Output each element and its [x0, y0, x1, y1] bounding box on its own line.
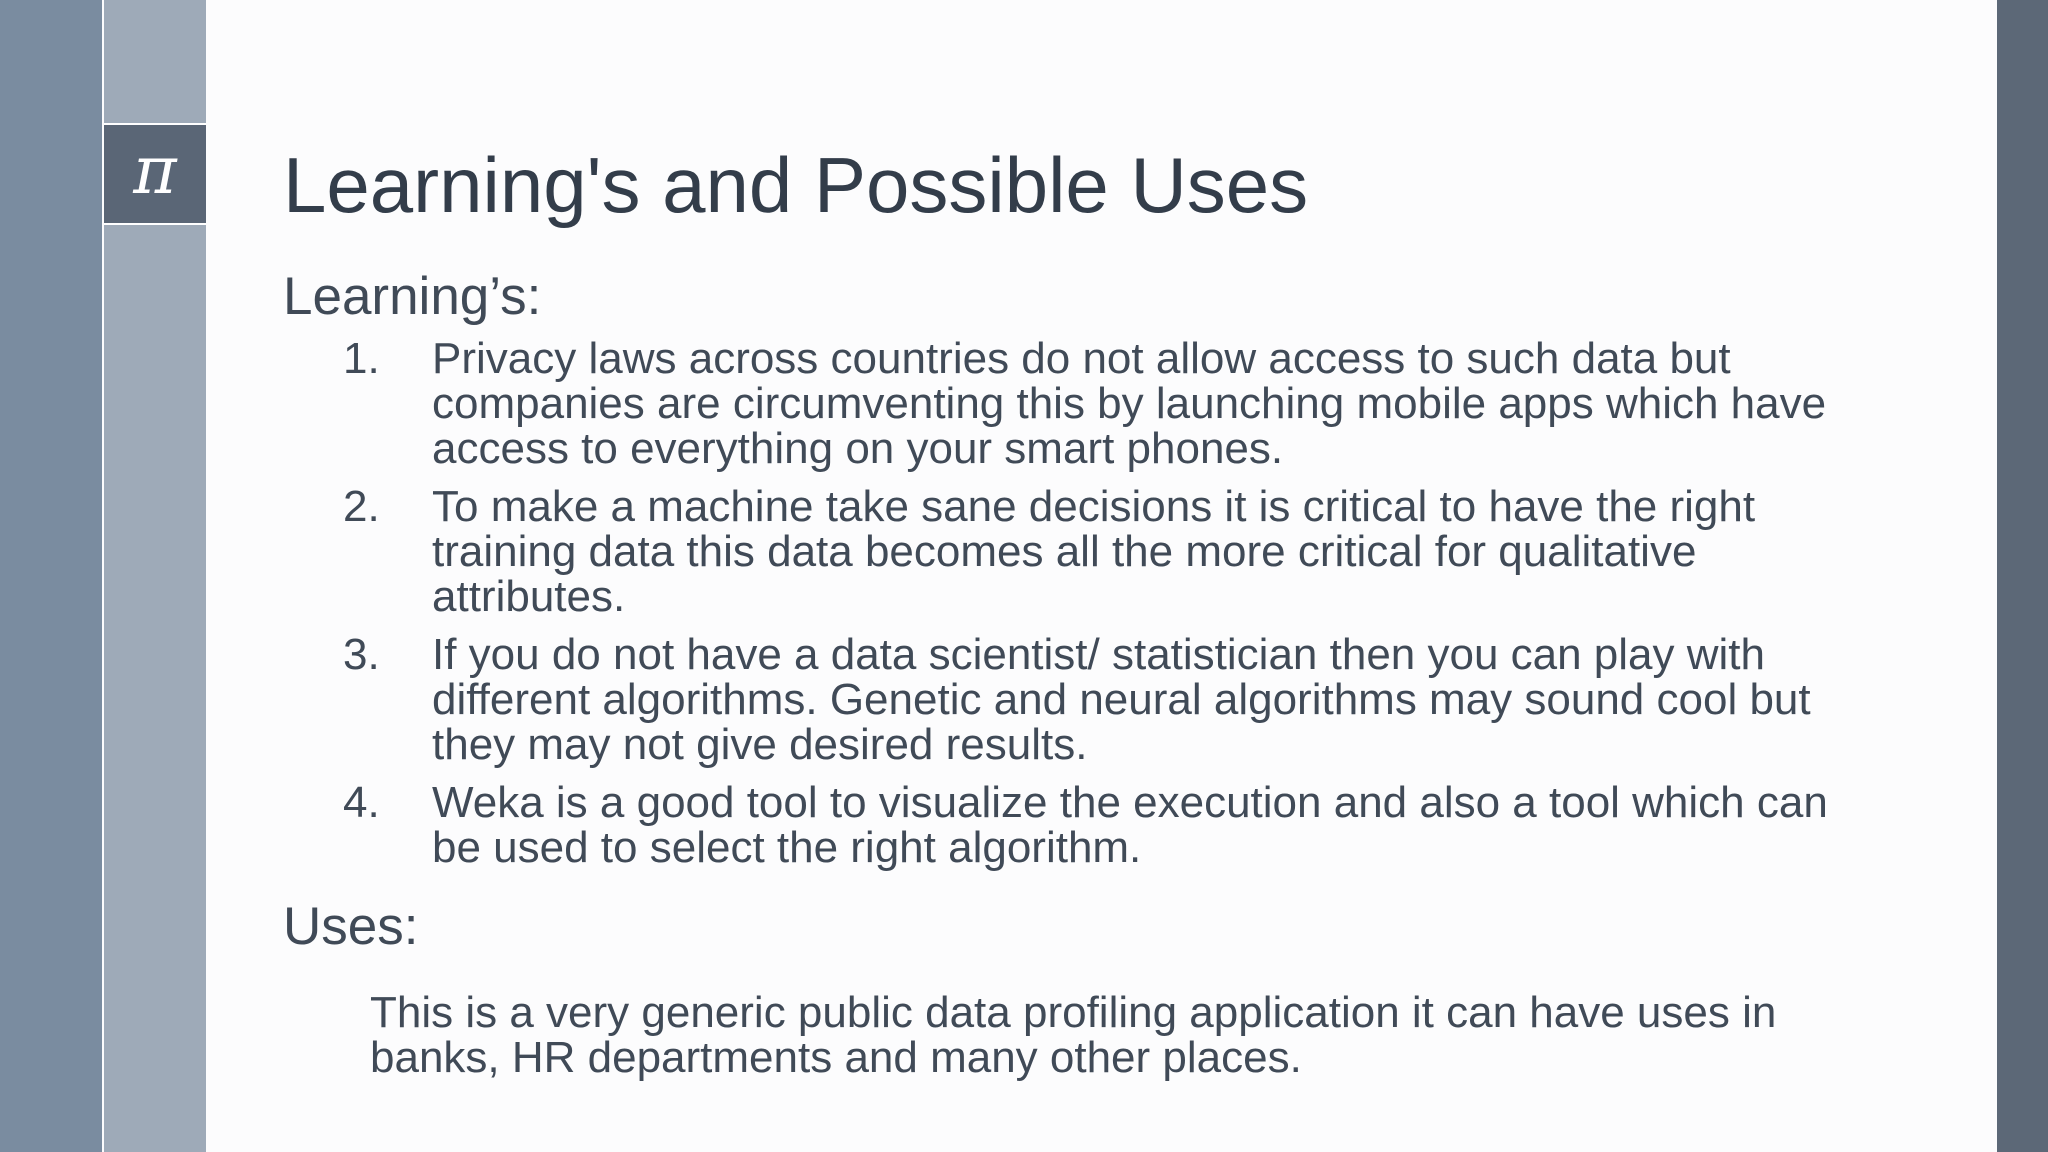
list-item-number: 3.: [343, 630, 380, 679]
list-item: [343, 484, 1863, 619]
learnings-heading: Learning’s:: [283, 267, 542, 326]
pi-badge: [104, 123, 206, 225]
left-outer-bar: [0, 0, 102, 1152]
list-item: [343, 632, 1863, 767]
list-item-number: 2.: [343, 482, 380, 531]
uses-heading: Uses:: [283, 897, 419, 956]
right-bar: [1997, 0, 2048, 1152]
list-item-text: Privacy laws across countries do not allow access to such data but companies are circumventing this by launching mobile apps which have access to everything on your smart phones.: [432, 334, 1827, 473]
list-item-number: 1.: [343, 334, 380, 383]
list-item: [343, 780, 1863, 870]
learnings-list: [343, 336, 1863, 883]
list-item: [343, 336, 1863, 471]
list-item-text: To make a machine take sane decisions it is critical to have the right training data this data becomes all the more critical for qualitative attributes.: [432, 482, 1756, 621]
list-item-text: If you do not have a data scientist/ statistician then you can play with different algorithms. Genetic and neural algorithms may sound cool but they may not give desired results.: [432, 630, 1811, 769]
list-item-text: Weka is a good tool to visualize the execution and also a tool which can be used to select the right algorithm.: [432, 778, 1828, 872]
list-item-number: 4.: [343, 778, 380, 827]
slide-title: Learning's and Possible Uses: [283, 141, 1309, 229]
pi-icon: π: [133, 132, 177, 209]
uses-text: This is a very generic public data profiling application it can have uses in banks, HR departments and many other places.: [370, 988, 1777, 1082]
